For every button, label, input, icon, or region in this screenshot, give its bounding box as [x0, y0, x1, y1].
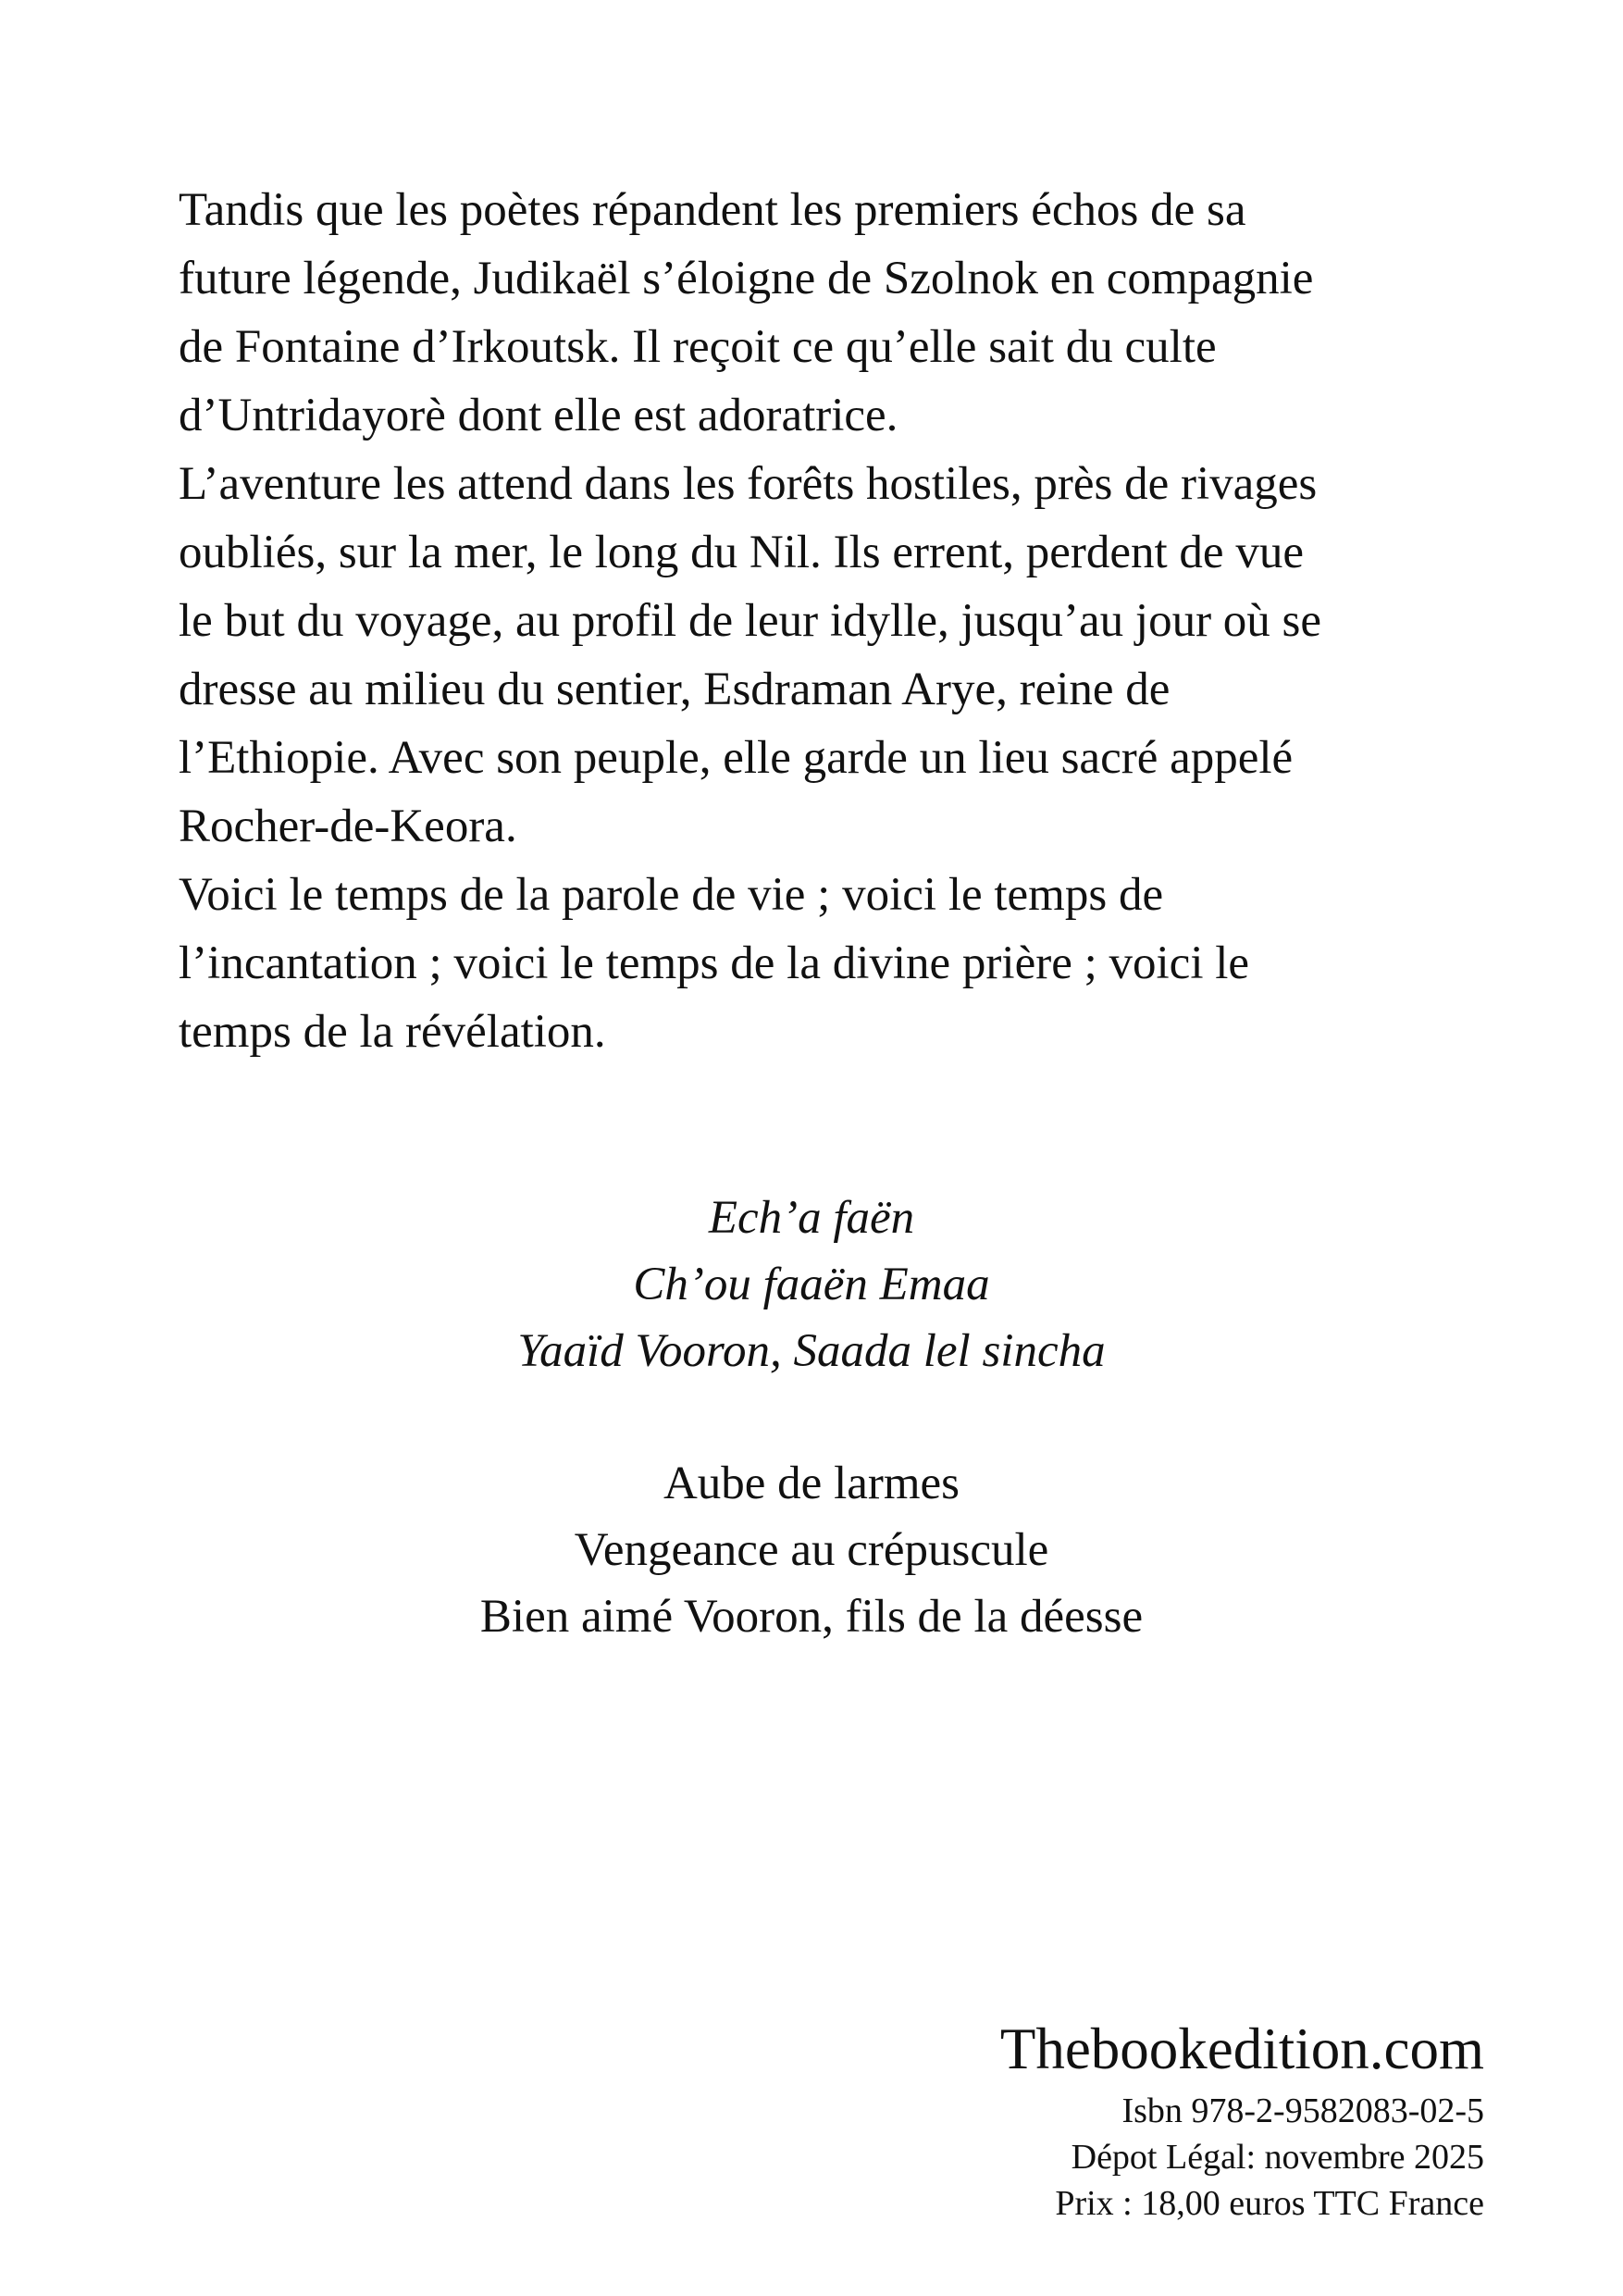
synopsis-text: [179, 176, 1493, 1066]
verse-line: Vengeance au crépuscule: [574, 1524, 1049, 1576]
price-line: Prix : 18,00 euros TTC France: [1055, 2184, 1484, 2223]
publisher-name: Thebookedition.com: [999, 2017, 1484, 2081]
incantation-translation: [0, 1450, 1623, 1650]
incantation-original: [0, 1185, 1623, 1384]
colophon: [1000, 2016, 1484, 2227]
verse-line: Ech’a faën: [708, 1192, 915, 1244]
verse-line: Aube de larmes: [663, 1458, 960, 1509]
legal-deposit-line: Dépot Légal: novembre 2025: [1071, 2138, 1484, 2177]
synopsis-paragraph: Voici le temps de la parole de vie ; voici le temps de l’incantation ; voici le temps de la divine prière ; voici le temps de la révélation.: [179, 869, 1250, 1058]
synopsis-paragraph: L’aventure les attend dans les forêts hostiles, près de rivages oubliés, sur la mer, le long du Nil. Ils errent, perdent de vue le but du voyage, au profil de leur idylle, jusqu’au jour où se dresse au milieu du sentier, Esdraman Arye, reine de l’Ethiopie. Avec son peuple, elle garde un lieu sacré appelé Rocher-de-Keora.: [179, 458, 1322, 852]
verse-line: Bien aimé Vooron, fils de la déesse: [479, 1591, 1144, 1643]
verse-line: Ch’ou faaën Emaa: [633, 1259, 990, 1310]
isbn-line: Isbn 978-2-9582083-02-5: [1121, 2091, 1484, 2130]
verse-line: Yaaïd Vooron, Saada lel sincha: [517, 1325, 1106, 1377]
synopsis-paragraph: Tandis que les poètes répandent les premiers échos de sa future légende, Judikaël s’éloigne de Szolnok en compagnie de Fontaine d’Irkoutsk. Il reçoit ce qu’elle sait du culte d’Untridayorè dont elle est adoratrice.: [179, 184, 1314, 441]
